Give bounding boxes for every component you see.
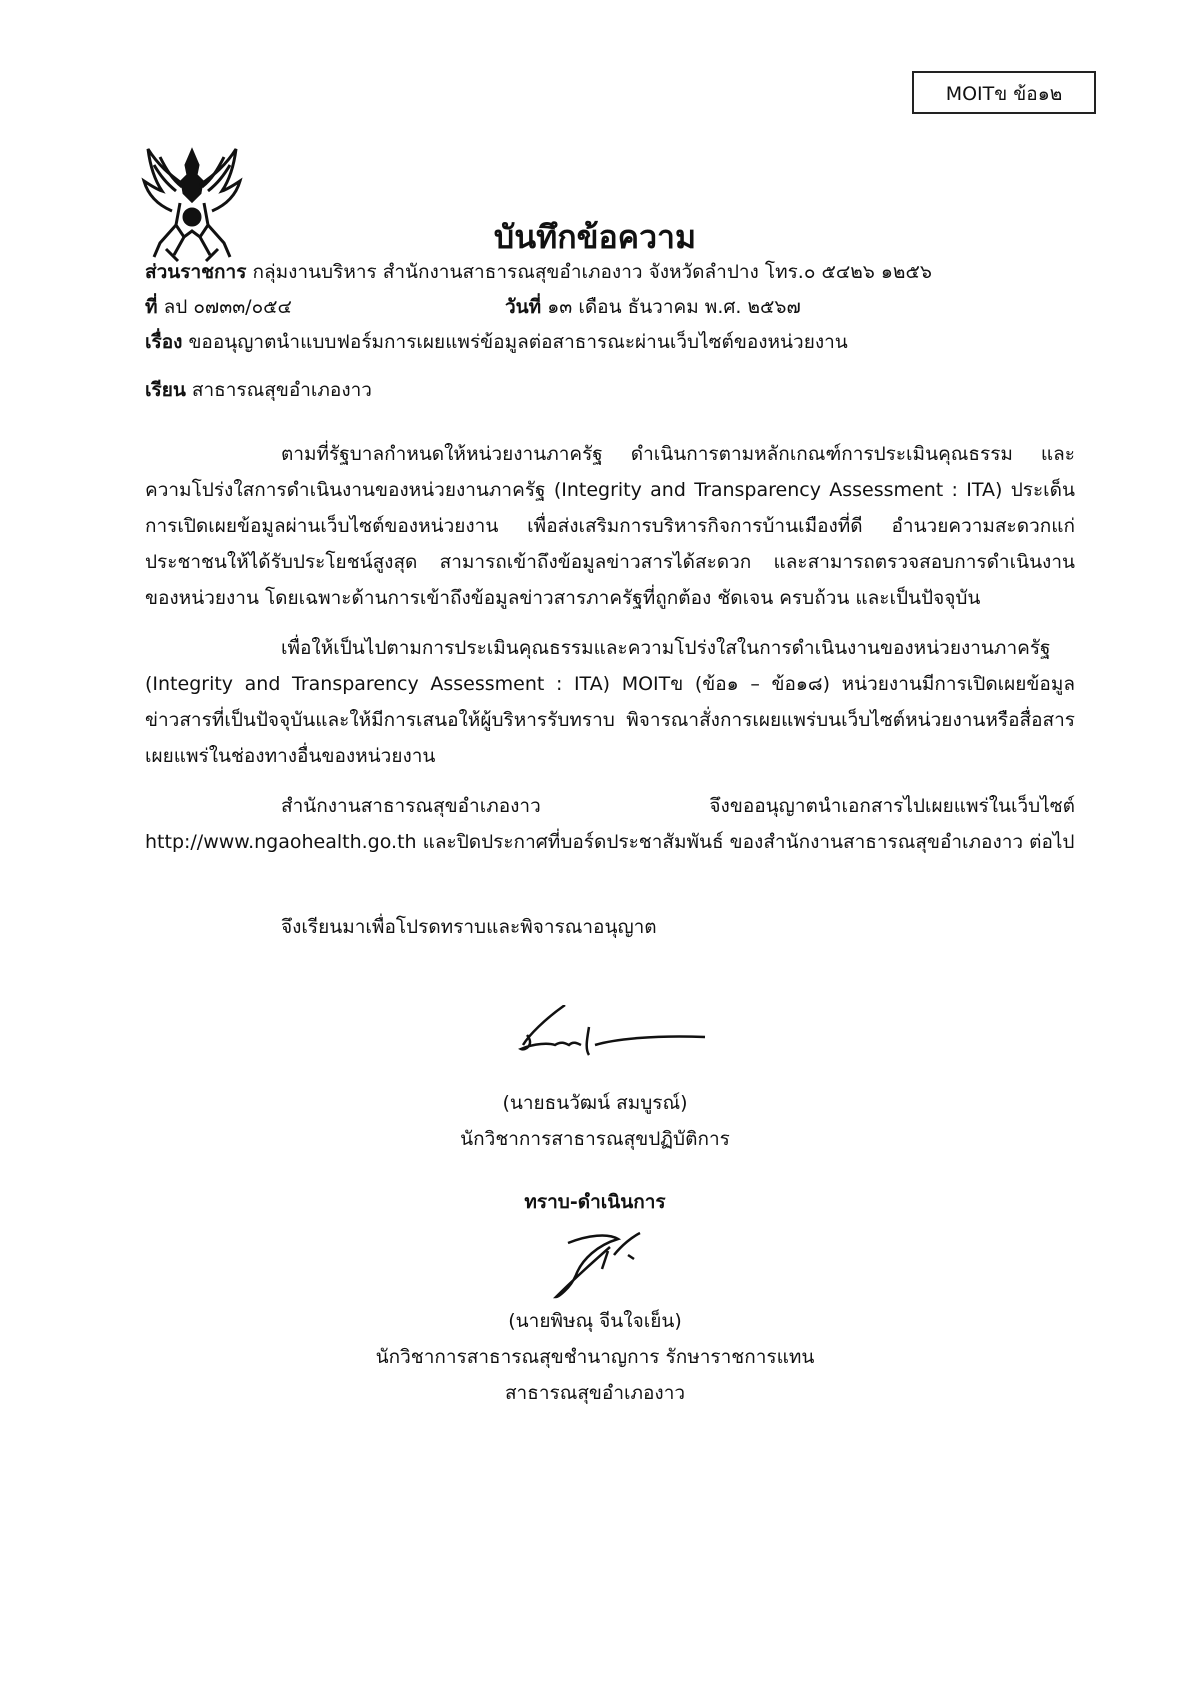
signer-1-position: นักวิชาการสาธารณสุขปฏิบัติการ: [460, 1128, 730, 1150]
approval-label: ทราบ-ดำเนินการ: [524, 1191, 666, 1213]
paragraph-2-text: เพื่อให้เป็นไปตามการประเมินคุณธรรมและความโปร่งใสในการดำเนินงานของหน่วยงานภาครัฐ (Integrity and Transparency Assessment : ITA) MOITข (ข้อ๑ – ข้อ๑๘) หน่วยงานมีการเปิดเผยข้อมูลข่าวสารที่เป็นปัจจุบันและให้มีการเสนอให้ผู้บริหารรับทราบ พิจารณาสั่งการเผยแพร่บนเว็บไซต์หน่วยงานหรือสื่อสารเผยแพร่ในช่องทางอื่นของหน่วยงาน: [145, 637, 1075, 767]
body-paragraph-2: [145, 630, 1075, 774]
salutation-line: [145, 375, 372, 405]
body-paragraph-3: [145, 788, 1075, 860]
closing-line: จึงเรียนมาเพื่อโปรดทราบและพิจารณาอนุญาต: [281, 916, 657, 938]
paragraph-1-text: ตามที่รัฐบาลกำหนดให้หน่วยงานภาครัฐ ดำเนินการตามหลักเกณฑ์การประเมินคุณธรรม และความโปร่งใสการดำเนินงานของหน่วยงานภาครัฐ (Integrity and Transparency Assessment : ITA) ประเด็นการเปิดเผยข้อมูลผ่านเว็บไซต์ของหน่วยงาน เพื่อส่งเสริมการบริหารกิจการบ้านเมืองที่ดี อำนวยความสะดวกแก่ประชาชนให้ได้รับประโยชน์สูงสุด สามารถเข้าถึงข้อมูลข่าวสารได้สะดวก และสามารถตรวจสอบการดำเนินงานของหน่วยงาน โดยเฉพาะด้านการเข้าถึงข้อมูลข่าวสารภาครัฐที่ถูกต้อง ชัดเจน ครบถ้วน และเป็นปัจจุบัน: [145, 443, 1075, 609]
reference-value: ลป ๐๗๓๓/๐๕๔: [163, 296, 292, 318]
agency-label: ส่วนราชการ: [145, 261, 247, 283]
salutation-label: เรียน: [145, 379, 186, 401]
date-label: วันที่: [505, 296, 542, 318]
signature-1: [515, 1005, 715, 1065]
subject-value: ขออนุญาตนำแบบฟอร์มการเผยแพร่ข้อมูลต่อสาธารณะผ่านเว็บไซต์ของหน่วยงาน: [188, 331, 848, 353]
date-line: [505, 292, 801, 322]
body-paragraph-1: [145, 436, 1075, 616]
subject-label: เรื่อง: [145, 331, 183, 353]
salutation-value: สาธารณสุขอำเภองาว: [191, 379, 372, 401]
agency-line: [145, 257, 932, 287]
signer-2-position: นักวิชาการสาธารณสุขชำนาญการ รักษาราชการแทน: [375, 1346, 815, 1368]
reference-box: MOITข ข้อ๑๒: [912, 71, 1096, 114]
signature-2: [548, 1225, 658, 1305]
agency-value: กลุ่มงานบริหาร สำนักงานสาธารณสุขอำเภองาว จังหวัดลำปาง โทร.๐ ๕๔๒๖ ๑๒๕๖: [252, 261, 932, 283]
reference-line: [145, 292, 292, 322]
subject-line: [145, 327, 848, 357]
signer-2-position-2: สาธารณสุขอำเภองาว: [504, 1382, 686, 1404]
signer-1-name: (นายธนวัฒน์ สมบูรณ์): [502, 1092, 688, 1114]
document-title: บันทึกข้อความ: [493, 218, 697, 256]
reference-label: ที่: [145, 296, 158, 318]
date-value: ๑๓ เดือน ธันวาคม พ.ศ. ๒๕๖๗: [547, 296, 801, 318]
signer-2-name: (นายพิษณุ จีนใจเย็น): [508, 1310, 682, 1332]
paragraph-3-text: สำนักงานสาธารณสุขอำเภองาว จึงขออนุญาตนำเอกสารไปเผยแพร่ในเว็บไซต์ http://www.ngaohealth.go.th และปิดประกาศที่บอร์ดประชาสัมพันธ์ ของสำนักงานสาธารณสุขอำเภองาว ต่อไป: [145, 795, 1075, 853]
